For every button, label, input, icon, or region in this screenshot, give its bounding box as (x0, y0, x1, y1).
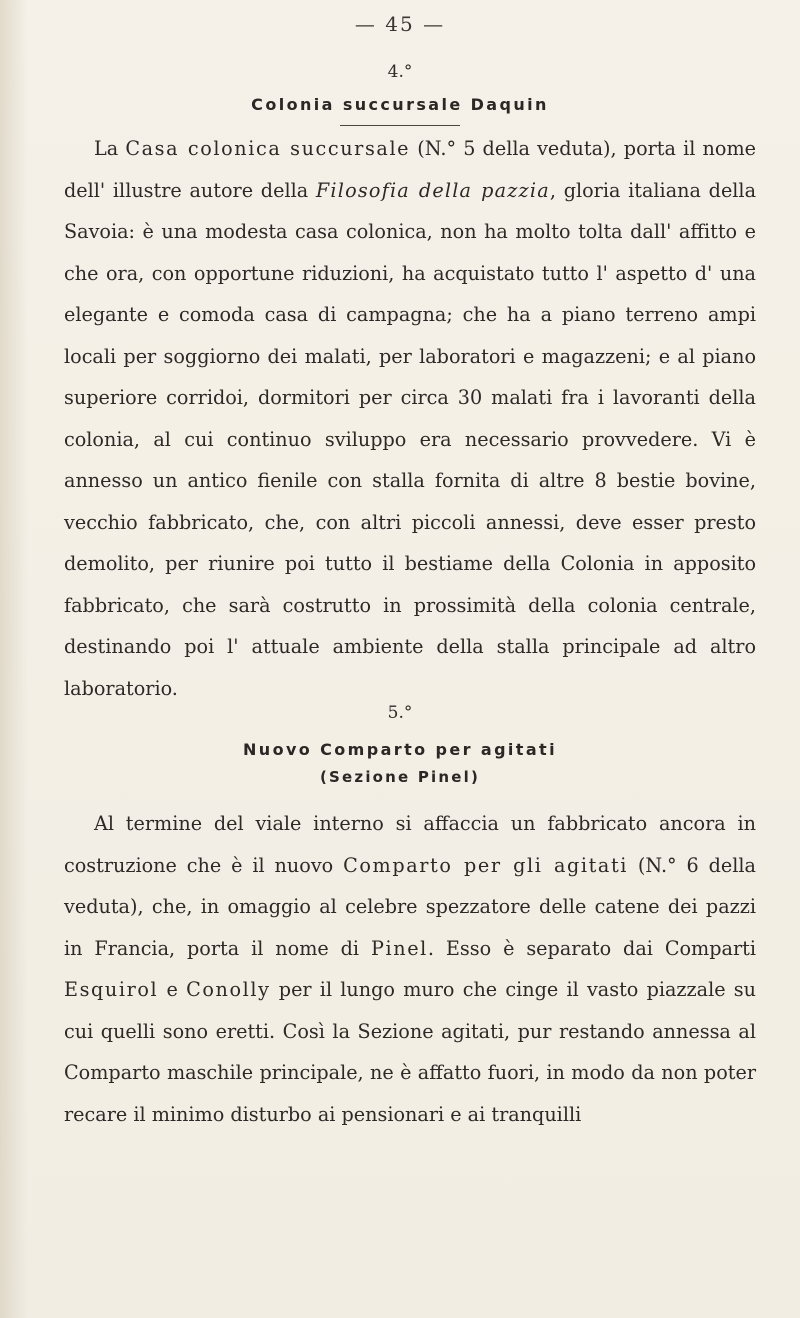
paragraph-text: Al termine del viale interno si affaccia un fabbricato ancora in costruzione che è il nuovo (64, 812, 756, 877)
book-title-filosofia-della-pazzia: Filosofia della pazzia (315, 178, 550, 202)
paragraph-text: e (158, 978, 187, 1001)
section-heading-nuovo-comparto: Nuovo Comparto per agitati (242, 740, 557, 759)
term-casa-colonica: Casa colonica succursale (125, 137, 411, 160)
paragraph-text: per il lungo muro che cinge il vasto piazzale su cui quelli sono eretti. Così la Sezione agitati, pur restando annessa al Comparto maschile principale, ne è affatto fuori, in modo da non poter recare il minimo disturbo ai pensionari e ai tranquilli (64, 978, 756, 1126)
page-number: — 45 — (354, 12, 446, 36)
section-subheading-sezione-pinel: (Sezione Pinel) (319, 768, 481, 786)
heading-rule (340, 125, 460, 126)
name-pinel: Pinel (370, 936, 428, 960)
paragraph-text: (N.° 6 della veduta), che, in omaggio al celebre spezzatore delle catene dei pazzi in Francia, porta il nome di (64, 853, 756, 960)
section-heading-colonia-daquin: Colonia succursale Daquin (251, 95, 549, 114)
section-number-4: 4.° (387, 62, 413, 82)
section-number-5: 5.° (387, 703, 413, 723)
paragraph-colonia-daquin (64, 128, 756, 709)
paragraph-text: , gloria italiana della Savoia: è una modesta casa colonica, non ha molto tolta dall' affitto e che ora, con opportune riduzioni, ha acquistato tutto l' aspetto d' una elegante e comoda casa di campagna; che ha a piano terreno ampi locali per soggiorno dei malati, per laboratori e magazzeni; e al piano superiore corridoi, dormitori per circa 30 malati fra i lavoranti della colonia, al cui continuo sviluppo era necessario provvedere. Vi è annesso un antico fienile con stalla fornita di altre 8 bestie bovine, vecchio fabbricato, che, con altri piccoli annessi, deve esser presto demolito, per riunire poi tutto il bestiame della Colonia in apposito fabbricato, che sarà costrutto in prossimità della colonia centrale, destinando poi l' attuale ambiente della stalla principale ad altro laboratorio. (64, 178, 757, 700)
paragraph-text: (N.° 5 della veduta), porta il nome dell' illustre autore della (64, 137, 756, 202)
paragraph-nuovo-comparto (64, 803, 756, 1135)
name-conolly: Conolly (186, 978, 271, 1001)
paragraph-text: . Esso è separato dai Comparti (427, 936, 756, 960)
name-esquirol: Esquirol (64, 978, 159, 1001)
term-comparto-agitati: Comparto per gli agitati (343, 853, 628, 877)
paragraph-text: La (94, 137, 126, 160)
